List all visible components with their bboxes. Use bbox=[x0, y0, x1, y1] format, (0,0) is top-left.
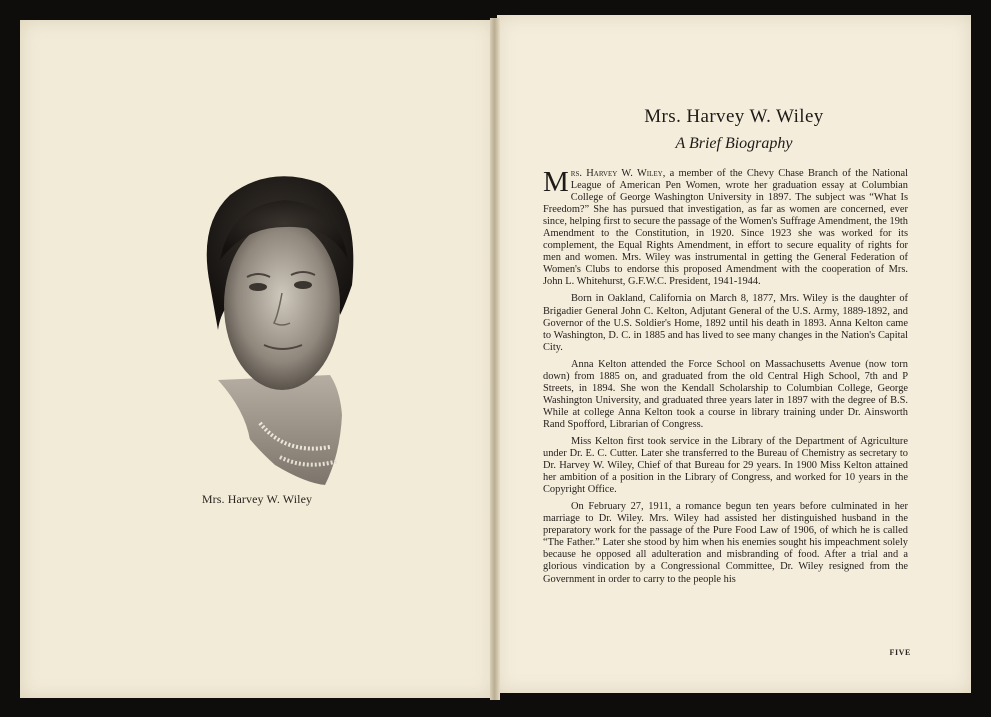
paragraph-1-text: , a member of the Chevy Chase Branch of the National League of American Pen Women, wrote her graduation essay at Columbian College of George Washington University in 1897. The subject was “What Is Freedom?” She has pursued that investigation, as far as women are concerned, ever since, helping first to secure the passage of the Women's Suffrage Amendment, the 19th Amendment to the Constitution, in 1920. Since 1923 she was worked for its complement, the Equal Rights Amendment, in effort to secure equality of rights for men and women. Mrs. Wiley was instrumental in getting the General Federation of Women's Clubs to endorse this proposed Amendment with the cooperation of Mrs. John L. Whitehurst, G.F.W.C. President, 1941-1944. bbox=[543, 168, 908, 288]
paragraph-3: Anna Kelton attended the Force School on Massachusetts Avenue (now torn down) from 1885 on, and graduated from the old Central High School, 7th and P Streets, in 1894. She won the Kendall Scholarship to Columbian College, George Washington University, and graduated three years later in 1897 with the degree of B.S. While at college Anna Kelton took a course in library training under Dr. Ainsworth Rand Spofford, Librarian of Congress. bbox=[543, 358, 908, 430]
name-smallcaps: rs. Harvey W. Wiley bbox=[570, 168, 663, 179]
page-subtitle: A Brief Biography bbox=[675, 135, 793, 152]
book-gutter bbox=[490, 18, 500, 700]
drop-cap: M bbox=[543, 166, 569, 198]
biography-text bbox=[543, 168, 908, 591]
right-page bbox=[497, 15, 971, 693]
page-title: Mrs. Harvey W. Wiley bbox=[644, 106, 824, 127]
left-page bbox=[20, 20, 494, 698]
portrait-photo bbox=[190, 165, 355, 487]
page-number: FIVE bbox=[889, 648, 911, 657]
paragraph-1 bbox=[543, 168, 908, 288]
paragraph-2: Born in Oakland, California on March 8, 1877, Mrs. Wiley is the daughter of Brigadier General John C. Kelton, Adjutant General of the U.S. Army, 1889-1892, and Governor of the U.S. Soldier's Home, 1892 until his death in 1893. Anna Kelton came to Washington, D. C. in 1885 and has lived to see many changes in the Nation's Capital City. bbox=[543, 293, 908, 353]
portrait-caption: Mrs. Harvey W. Wiley bbox=[201, 492, 313, 506]
paragraph-5: On February 27, 1911, a romance begun ten years before culminated in her marriage to Dr. Wiley. Mrs. Wiley had assisted her distinguished husband in the preparatory work for the passage of the Pure Food Law of 1906, of which he is called “The Father.” Later she stood by him when his enemies sought his impeachment solely because he opposed all adulteration and misbranding of food. After a trial and a glorious vindication by a Congressional Committee, Dr. Wiley resigned from the Government in order to carry to the people his bbox=[543, 501, 908, 585]
paragraph-4: Miss Kelton first took service in the Library of the Department of Agriculture under Dr. E. C. Cutter. Later she transferred to the Bureau of Chemistry as secretary to Dr. Harvey W. Wiley, Chief of that Bureau for 29 years. In 1900 Miss Kelton attained her ambition of a position in the Library of Congress, and worked for 10 years in the Copyright Office. bbox=[543, 435, 908, 496]
